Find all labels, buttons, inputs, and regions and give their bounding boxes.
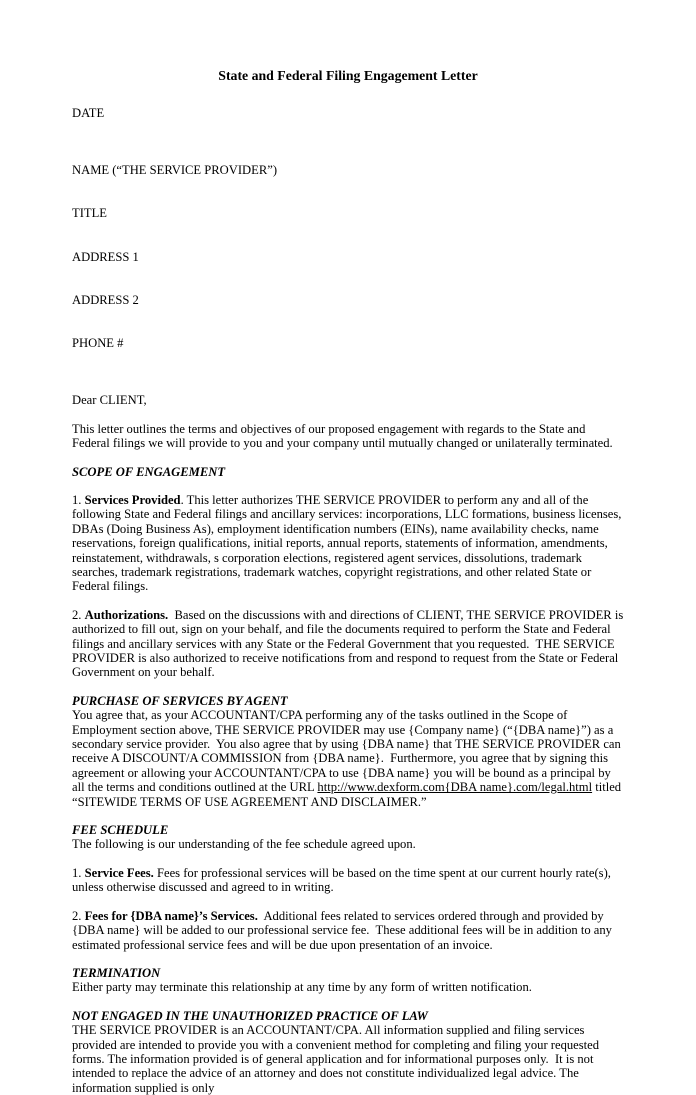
fee-item-service-fees (72, 866, 624, 895)
section-heading-purchase: PURCHASE OF SERVICES BY AGENT (72, 693, 288, 708)
date-line: DATE (72, 106, 105, 120)
item-text: Additional fees related to services ordered through and provided by {DBA name} will be added to our professional service fee. These additional fees will be in addition to any estimated professional service fees and will be due upon presentation of an invoice. (72, 908, 616, 952)
section-heading-termination: TERMINATION (72, 965, 161, 980)
unauthorized-practice-paragraph: THE SERVICE PROVIDER is an ACCOUNTANT/CPA. All information supplied and filing services provided are intended to provide you with a convenient method for completing and filing your requested forms. The information provided is of general application and for informational purposes only. It is not intended to replace the advice of an attorney and does not constitute individualized legal advice. The information supplied is only (72, 1023, 603, 1095)
provider-address1-line: ADDRESS 1 (72, 249, 139, 264)
item-label: Fees for {DBA name}’s Services. (84, 908, 258, 923)
item-label: Service Fees. (84, 865, 154, 880)
fee-schedule-intro: The following is our understanding of the fee schedule agreed upon. (72, 837, 416, 852)
provider-address-block (72, 134, 624, 379)
item-label: Authorizations. (84, 607, 169, 622)
item-text: Based on the discussions with and directions of CLIENT, THE SERVICE PROVIDER is authorized to fill out, sign on your behalf, and file the documents required to perform the State and Federal filings and ancillary services with any State or the Federal Government that you requested. THE SERVICE PROVIDER is also authorized to receive notifications from and respond to request from the State or Federal Government on your behalf. (72, 607, 627, 680)
section-heading-unauthorized-practice: NOT ENGAGED IN THE UNAUTHORIZED PRACTICE OF LAW (72, 1008, 428, 1023)
purchase-text-after-url: titled “SITEWIDE TERMS OF USE AGREEMENT AND DISCLAIMER.” (72, 780, 625, 809)
item-number: 1. (72, 492, 85, 507)
purchase-text-before-url: You agree that, as your ACCOUNTANT/CPA performing any of the tasks outlined in the Scope of Employment section above, THE SERVICE PROVIDER may use {Company name} (“{DBA name}”) as a secondary service provider. You also agree that by using {DBA name} that THE SERVICE PROVIDER can receive A DISCOUNT/A COMMISSION from {DBA name}. Furthermore, you agree that by signing this agreement or allowing your ACCOUNTANT/CPA to use {DBA name} you will be bound as a principal by all the terms and conditions outlined at the URL (72, 708, 624, 795)
provider-title-line: TITLE (72, 206, 107, 221)
scope-item-authorizations (72, 607, 627, 680)
intro-paragraph: This letter outlines the terms and objectives of our proposed engagement with regards to the State and Federal filings we will provide to you and your company until mutually changed or unilaterally terminated. (72, 421, 613, 451)
salutation: Dear CLIENT, (72, 393, 147, 408)
section-heading-fee-schedule: FEE SCHEDULE (72, 823, 169, 838)
item-text: . This letter authorizes THE SERVICE PROVIDER to perform any and all of the following State and Federal filings and ancillary services: incorporations, LLC formations, business licenses, DBAs (Doing Business As), employment identification numbers (EINs), name availability checks, name reservations, foreign qualifications, initial reports, annual reports, statements of information, amendments, reinstatement, withdrawals, s corporation elections, registered agent services, dissolutions, trademark searches, trademark registrations, trademark watches, copyright registrations, and other related State or Federal filings. (72, 492, 625, 594)
fee-item-dba-services (72, 909, 624, 952)
page-title: State and Federal Filing Engagement Letter (218, 68, 478, 83)
termination-paragraph: Either party may terminate this relationship at any time by any form of written notification. (72, 980, 532, 995)
legal-terms-url-link[interactable]: http://www.dexform.com{DBA name}.com/legal.html (317, 780, 593, 795)
item-number: 2. (72, 607, 85, 622)
section-heading-scope: SCOPE OF ENGAGEMENT (72, 464, 226, 479)
purchase-paragraph (72, 708, 624, 809)
item-number: 1. (72, 865, 85, 880)
item-number: 2. (72, 908, 85, 923)
provider-phone-line: PHONE # (72, 336, 124, 351)
item-text: Fees for professional services will be based on the time spent at our current hourly rate(s), unless otherwise discussed and agreed to in writing. (72, 865, 615, 895)
scope-item-services-provided (72, 493, 624, 594)
item-label: Services Provided (84, 492, 181, 507)
provider-address2-line: ADDRESS 2 (72, 292, 139, 307)
provider-name-line: NAME (“THE SERVICE PROVIDER”) (72, 163, 278, 178)
